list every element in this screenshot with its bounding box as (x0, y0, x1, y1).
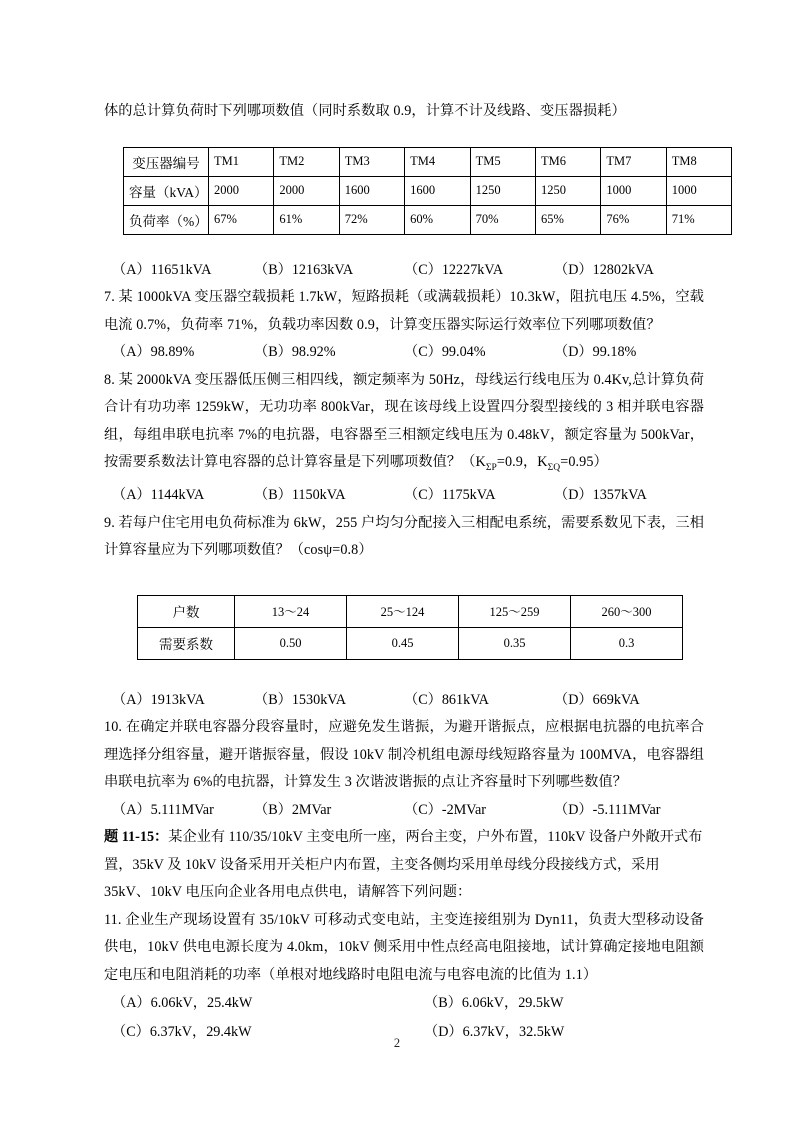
table-cell: 70% (470, 205, 535, 234)
option-c[interactable]: （C）-2MVar (404, 801, 486, 818)
table-cell: TM5 (470, 147, 535, 176)
option-a[interactable]: （A）11651kVA (112, 261, 212, 278)
option-d[interactable]: （D）-5.111MVar (554, 801, 661, 818)
option-d[interactable]: （D）669kVA (554, 691, 640, 708)
question11-options-row1 (104, 989, 704, 1018)
question8-subscript-1: ΣP (485, 462, 497, 473)
table-cell: 1000 (601, 176, 666, 205)
table-cell: TM3 (339, 147, 404, 176)
question11-text: 11. 企业生产现场设置有 35/10kV 可移动式变电站，主变连接组别为 Dyn11，负责大型移动设备供电，10kV 供电电源长度为 4.0km，10kV 侧采用中性点经高电阻接地，试计算确定接地电阻额定电压和电阻消耗的功率（单根对地线路时电阻电流与电容电流的比值为 1.1） (104, 911, 704, 983)
section-description: 某企业有 110/35/10kV 主变电所一座，两台主变，户外布置，110kV 设备户外敞开式布置，35kV 及 10kV 设备采用开关柜户内布置，主变各侧均采用单母线分段接线方式，采用 (104, 829, 703, 873)
option-b[interactable]: （B）2MVar (254, 801, 332, 818)
section-11-15-heading (104, 824, 704, 879)
table-cell: 0.45 (347, 627, 459, 659)
question7-text: 7. 某 1000kVA 变压器空载损耗 1.7kW，短路损耗（或满载损耗）10.3kW，阻抗电压 4.5%，空载电流 0.7%，负荷率 71%，负载功率因数 0.9，计算变压器实际运行效率位下列哪项数值？ (104, 289, 704, 333)
table-row (124, 147, 732, 176)
table-row (138, 595, 683, 627)
table-cell: 260～300 (571, 595, 683, 627)
table-cell: 76% (601, 205, 666, 234)
table-cell: 1600 (405, 176, 470, 205)
table-cell: TM8 (666, 147, 731, 176)
transformer-table (123, 147, 732, 235)
demand-factor-table (137, 595, 683, 660)
table-cell: 1250 (470, 176, 535, 205)
table-cell: 25～124 (347, 595, 459, 627)
table-cell: 1600 (339, 176, 404, 205)
option-d[interactable]: （D）12802kVA (554, 261, 654, 278)
table-cell: 1000 (666, 176, 731, 205)
table-cell: 71% (666, 205, 731, 234)
option-d[interactable]: （D）6.37kV，32.5kW (424, 1024, 565, 1041)
question10-text: 10. 在确定并联电容器分段容量时，应避免发生谐振，为避开谐振点，应根据电抗器的电抗率合理选择分组容量，避开谐振容量，假设 10kV 制冷机组电源母线短路容量为 100MVA，电容器组串联电抗率为 6%的电抗器，计算发生 3 次谐波谐振的点让齐容量时下列哪些数值？ (104, 719, 704, 791)
table-cell: 1250 (535, 176, 600, 205)
option-c[interactable]: （C）1175kVA (404, 487, 496, 504)
table-cell: 2000 (209, 176, 274, 205)
option-d[interactable]: （D）99.18% (554, 344, 637, 360)
option-c[interactable]: （C）6.37kV，29.4kW (112, 1024, 252, 1041)
option-a[interactable]: （A）98.89% (112, 344, 195, 360)
table-cell: 65% (535, 205, 600, 234)
table-cell: 0.3 (571, 627, 683, 659)
question9-text: 9. 若每户住宅用电负荷标准为 6kW，255 户均匀分配接入三相配电系统，需要系数见下表，三相计算容量应为下列哪项数值？（cosψ=0.8） (104, 514, 704, 559)
transformer-table-wrapper (104, 147, 704, 235)
question8-text-part1: 8. 某 2000kVA 变压器低压侧三相四线，额定频率为 50Hz，母线运行线电压为 0.4Kv,总计算负荷合计有功功率 1259kW，无功功率 800kVar，现在该母线上设置四分裂型接线的 3 相并联电容器组，每组串联电抗率 7%的电抗器，电容器至三相额定线电压为 0.48kV，额定容量为 500kVar，按需要系数法计算电容器的总计算容量是下列哪项数值？（K (104, 371, 704, 470)
table-cell: TM2 (274, 147, 339, 176)
option-d[interactable]: （D）1357kVA (554, 487, 647, 504)
question8-options (104, 482, 704, 510)
option-c[interactable]: （C）861kVA (404, 691, 489, 708)
option-b[interactable]: （B）98.92% (254, 344, 336, 360)
question8-text-part2: =0.9，K (496, 454, 548, 470)
question8-subscript-2: ΣQ (547, 462, 561, 473)
table-cell: 2000 (274, 176, 339, 205)
intro-paragraph: 体的总计算负荷时下列哪项数值（同时系数取 0.9，计算不计及线路、变压器损耗） (104, 103, 626, 119)
page-number: 2 (393, 1036, 401, 1050)
table-cell: 61% (274, 205, 339, 234)
option-a[interactable]: （A）1913kVA (112, 691, 205, 708)
table-cell: 0.50 (235, 627, 347, 659)
demand-factor-table-wrapper (104, 595, 704, 660)
question8-text (104, 367, 704, 483)
section-tag: 题 11-15： (104, 829, 169, 846)
row-header: 需要系数 (138, 627, 235, 659)
question10-options (104, 797, 704, 825)
row-header: 容量（kVA） (124, 176, 209, 205)
row-header: 变压器编号 (124, 147, 209, 176)
option-a[interactable]: （A）6.06kV，25.4kW (112, 995, 253, 1012)
row-header: 户数 (138, 595, 235, 627)
table-row (138, 627, 683, 659)
table-row (124, 176, 732, 205)
question6-options (104, 257, 704, 285)
option-b[interactable]: （B）12163kVA (254, 261, 354, 278)
table-cell: TM1 (209, 147, 274, 176)
table-cell: 0.35 (459, 627, 571, 659)
table-row (124, 205, 732, 234)
option-c[interactable]: （C）12227kVA (404, 261, 504, 278)
question8-text-part3: =0.95） (560, 454, 608, 470)
option-a[interactable]: （A）1144kVA (112, 487, 205, 504)
option-b[interactable]: （B）1150kVA (254, 487, 346, 504)
option-b[interactable]: （B）6.06kV，29.5kW (424, 995, 564, 1012)
option-a[interactable]: （A）5.111MVar (112, 801, 214, 818)
question7-options (104, 339, 704, 367)
table-cell: TM7 (601, 147, 666, 176)
table-cell: 72% (339, 205, 404, 234)
question9-options (104, 687, 704, 715)
table-cell: 67% (209, 205, 274, 234)
table-cell: 13～24 (235, 595, 347, 627)
row-header: 负荷率（%） (124, 205, 209, 234)
table-cell: 125～259 (459, 595, 571, 627)
page-content (104, 98, 704, 1047)
option-b[interactable]: （B）1530kVA (254, 691, 346, 708)
table-cell: TM6 (535, 147, 600, 176)
section-11-15-line3: 35kV、10kV 电压向企业各用电点供电，请解答下列问题： (104, 884, 472, 901)
table-cell: TM4 (405, 147, 470, 176)
table-cell: 60% (405, 205, 470, 234)
option-c[interactable]: （C）99.04% (404, 344, 486, 360)
